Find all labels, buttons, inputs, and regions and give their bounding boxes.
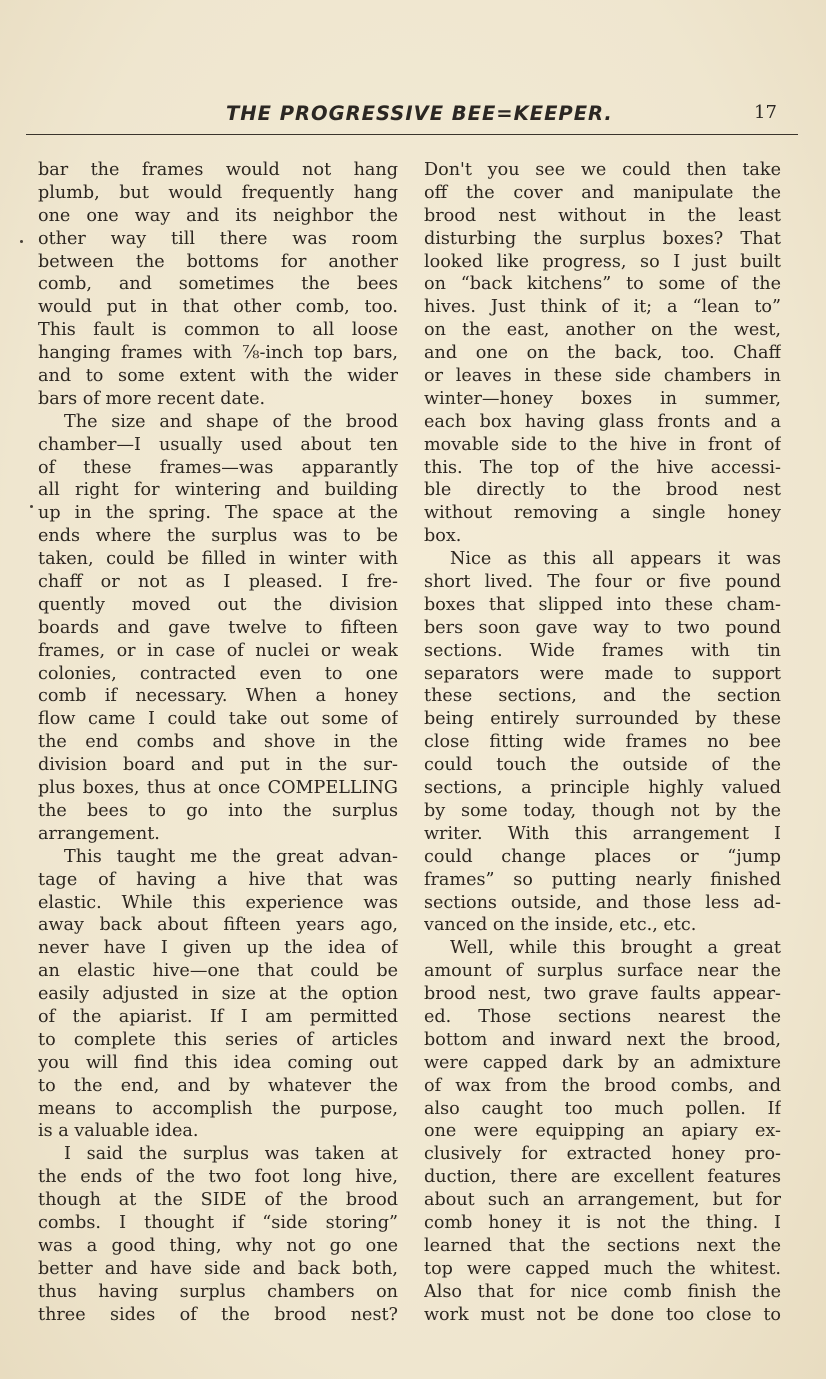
right-column-line: duction, there are excellent features (424, 1167, 781, 1188)
print-speck (30, 505, 33, 508)
right-column-line: were capped dark by an admixture (424, 1052, 781, 1073)
left-column-line: means to accomplish the purpose, (38, 1098, 398, 1119)
left-column-line: I said the surplus was taken at (64, 1144, 398, 1165)
right-column-line: writer. With this arrangement I (424, 823, 781, 844)
left-column-line: to complete this series of articles (38, 1029, 398, 1050)
right-column-line: looked like progress, so I just built (424, 251, 781, 272)
right-column-line: short lived. The four or five pound (424, 572, 781, 593)
left-column-line: comb, and sometimes the bees (38, 274, 398, 295)
left-column-line: hanging frames with ⅞-inch top bars, (38, 343, 398, 364)
right-column-line: clusively for extracted honey pro- (424, 1144, 781, 1165)
right-column-line: hives. Just think of it; a “lean to” (424, 297, 781, 318)
left-column-line: one one way and its neighbor the (38, 205, 398, 226)
left-column-line: all right for wintering and building (38, 480, 398, 501)
right-column-line: off the cover and manipulate the (424, 182, 781, 203)
left-column-line: you will find this idea coming out (38, 1052, 398, 1073)
left-column-line: This taught me the great advan- (64, 846, 398, 867)
right-column-line: learned that the sections next the (424, 1235, 781, 1256)
left-column-line: the bees to go into the surplus (38, 800, 398, 821)
left-column-line: between the bottoms for another (38, 251, 398, 272)
print-speck (20, 240, 23, 243)
right-column-line: on “back kitchens” to some of the (424, 274, 781, 295)
left-column-line: bars of more recent date. (38, 388, 266, 409)
right-column-line: each box having glass fronts and a (424, 411, 781, 432)
right-column-line: could touch the outside of the (424, 755, 781, 776)
right-column-line: amount of surplus surface near the (424, 961, 781, 982)
left-column-line: elastic. While this experience was (38, 892, 398, 913)
right-column-line: ed. Those sections nearest the (424, 1006, 781, 1027)
right-column-line: sections. Wide frames with tin (424, 640, 781, 661)
left-column-line: tage of having a hive that was (38, 869, 398, 890)
left-column-line: comb if necessary. When a honey (38, 686, 398, 707)
page-header (0, 98, 826, 132)
right-column-line: frames” so putting nearly finished (424, 869, 781, 890)
left-column-line: was a good thing, why not go one (38, 1235, 398, 1256)
left-text-column (38, 159, 398, 1326)
right-column-line: without removing a single honey (424, 503, 781, 524)
right-column-line: sections outside, and those less ad- (424, 892, 781, 913)
right-column-line: comb honey it is not the thing. I (424, 1212, 781, 1233)
left-column-line: three sides of the brood nest? (38, 1304, 398, 1325)
right-column-line: bers soon gave way to two pound (424, 617, 781, 638)
left-column-line: up in the spring. The space at the (38, 503, 398, 524)
page-number: 17 (754, 102, 777, 123)
left-column-line: bar the frames would not hang (38, 160, 398, 180)
right-column-line: on the east, another on the west, (424, 320, 781, 341)
right-column-line: separators were made to support (424, 663, 781, 684)
left-column-line: ends where the surplus was to be (38, 526, 398, 547)
right-column-line: and one on the back, too. Chaff (424, 343, 781, 364)
header-rule (26, 134, 798, 135)
right-column-line: bottom and inward next the brood, (424, 1029, 781, 1050)
left-column-line: chaff or not as I pleased. I fre- (38, 572, 398, 593)
left-column-line: boards and gave twelve to fifteen (38, 617, 398, 638)
right-column-line: vanced on the inside, etc., etc. (424, 915, 697, 936)
right-column-line: by some today, though not by the (424, 800, 781, 821)
left-column-line: to the end, and by whatever the (38, 1075, 398, 1096)
right-column-line: Don't you see we could then take (424, 160, 781, 180)
right-column-line: Also that for nice comb finish the (424, 1281, 781, 1302)
right-column-line: Well, while this brought a great (450, 938, 781, 959)
left-column-line: the end combs and shove in the (38, 732, 398, 753)
left-column-line: never have I given up the idea of (38, 938, 398, 959)
left-column-line: away back about fifteen years ago, (38, 915, 398, 936)
left-column-line: plumb, but would frequently hang (38, 182, 398, 203)
right-column-line: boxes that slipped into these cham- (424, 594, 781, 615)
right-column-line: Nice as this all appears it was (450, 549, 781, 570)
left-column-line: chamber—I usually used about ten (38, 434, 398, 455)
right-text-column (424, 159, 781, 1326)
right-column-line: of wax from the brood combs, and (424, 1075, 781, 1096)
right-column-line: about such an arrangement, but for (424, 1190, 781, 1211)
right-column-line: brood nest, two grave faults appear- (424, 984, 781, 1005)
right-column-line: top were capped much the whitest. (424, 1258, 781, 1279)
right-column-line: these sections, and the section (424, 686, 781, 707)
left-column-line: and to some extent with the wider (38, 366, 398, 387)
left-column-line: the ends of the two foot long hive, (38, 1167, 398, 1188)
right-column-line: winter—honey boxes in summer, (424, 388, 781, 409)
left-column-line: of these frames—was apparantly (38, 457, 398, 478)
left-column-line: though at the SIDE of the brood (38, 1190, 398, 1211)
left-column-line: combs. I thought if “side storing” (38, 1212, 398, 1233)
right-column-line: this. The top of the hive accessi- (424, 457, 781, 478)
left-column-line: frames, or in case of nuclei or weak (38, 640, 398, 661)
left-column-line: colonies, contracted even to one (38, 663, 398, 684)
left-column-line: The size and shape of the brood (64, 411, 398, 432)
left-column-line: division board and put in the sur- (38, 755, 398, 776)
left-column-line: is a valuable idea. (38, 1121, 199, 1142)
left-column-line: better and have side and back both, (38, 1258, 398, 1279)
left-column-line: This fault is common to all loose (38, 320, 398, 341)
left-column-line: thus having surplus chambers on (38, 1281, 398, 1302)
right-column-line: also caught too much pollen. If (424, 1098, 781, 1119)
left-column-line: an elastic hive—one that could be (38, 961, 398, 982)
right-column-line: movable side to the hive in front of (424, 434, 781, 455)
left-column-line: would put in that other comb, too. (38, 297, 398, 318)
left-column-line: quently moved out the division (38, 594, 398, 615)
right-column-line: close fitting wide frames no bee (424, 732, 781, 753)
left-column-line: easily adjusted in size at the option (38, 984, 398, 1005)
right-column-line: brood nest without in the least (424, 205, 781, 226)
left-column-line: plus boxes, thus at once COMPELLING (38, 778, 398, 799)
right-column-line: being entirely surrounded by these (424, 709, 781, 730)
right-column-line: sections, a principle highly valued (424, 778, 781, 799)
left-column-line: flow came I could take out some of (38, 709, 398, 730)
right-column-line: box. (424, 526, 462, 547)
right-column-line: could change places or “jump (424, 846, 781, 867)
left-column-line: other way till there was room (38, 228, 398, 249)
left-column-line: taken, could be filled in winter with (38, 549, 398, 570)
running-title: THE PROGRESSIVE BEE=KEEPER. (226, 102, 613, 125)
right-column-line: or leaves in these side chambers in (424, 366, 781, 387)
right-column-line: disturbing the surplus boxes? That (424, 228, 781, 249)
left-column-line: arrangement. (38, 823, 160, 844)
left-column-line: of the apiarist. If I am permitted (38, 1006, 398, 1027)
right-column-line: one were equipping an apiary ex- (424, 1121, 781, 1142)
right-column-line: work must not be done too close to (424, 1304, 781, 1325)
right-column-line: ble directly to the brood nest (424, 480, 781, 501)
